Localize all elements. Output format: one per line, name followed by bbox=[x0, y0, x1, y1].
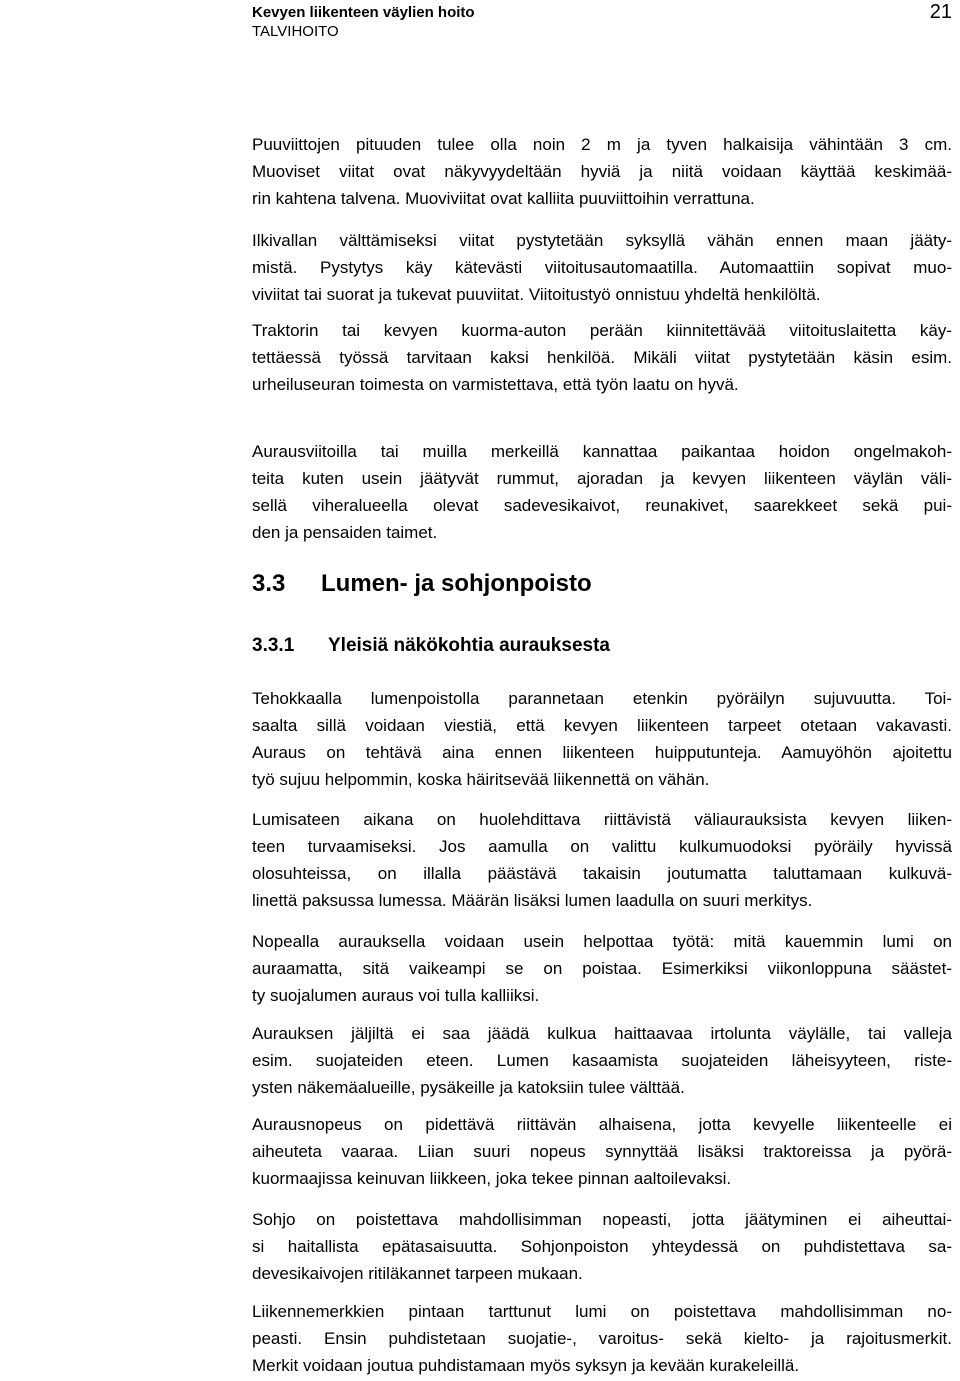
paragraph bbox=[252, 438, 952, 546]
text-line: Aurausnopeus on pidettävä riittävän alhaisena, jotta kevyelle liikenteelle ei bbox=[252, 1115, 952, 1134]
paragraph bbox=[252, 317, 952, 398]
text-line: mistä. Pystytys käy kätevästi viitoitusautomaatilla. Automaattiin sopivat muo- bbox=[252, 258, 952, 277]
text-line: si haitallista epätasaisuutta. Sohjonpoiston yhteydessä on puhdistettava sa- bbox=[252, 1237, 952, 1256]
text-line: devesikaivojen ritiläkannet tarpeen mukaan. bbox=[252, 1264, 583, 1283]
text-line: Tehokkaalla lumenpoistolla parannetaan etenkin pyöräilyn sujuvuutta. Toi- bbox=[252, 689, 952, 708]
paragraph bbox=[252, 1020, 952, 1101]
document-title: Kevyen liikenteen väylien hoito bbox=[252, 4, 475, 21]
paragraph bbox=[252, 1206, 952, 1287]
text-line: työ sujuu helpommin, koska häiritsevää liikennettä on vähän. bbox=[252, 770, 710, 789]
section-title: Lumen- ja sohjonpoisto bbox=[321, 570, 592, 597]
text-line: Muoviset viitat ovat näkyvyydeltään hyviä ja niitä voidaan käyttää keskimää- bbox=[252, 162, 952, 181]
text-line: sellä viheralueella olevat sadevesikaivot, reunakivet, saarekkeet sekä pui- bbox=[252, 496, 952, 515]
text-line: aiheuteta vaaraa. Liian suuri nopeus synnyttää lisäksi traktoreissa ja pyörä- bbox=[252, 1142, 952, 1161]
page-header bbox=[252, 0, 952, 50]
text-line: rin kahtena talvena. Muoviviitat ovat kalliita puuviittoihin verrattuna. bbox=[252, 189, 755, 208]
text-line: olosuhteissa, on illalla päästävä takaisin joutumatta taluttamaan kulkuvä- bbox=[252, 864, 952, 883]
text-line: Liikennemerkkien pintaan tarttunut lumi on poistettava mahdollisimman no- bbox=[252, 1302, 952, 1321]
text-line: Traktorin tai kevyen kuorma-auton perään kiinnitettävää viitoituslaitetta käy- bbox=[252, 321, 952, 340]
text-line: linettä paksussa lumessa. Määrän lisäksi lumen laadulla on suuri merkitys. bbox=[252, 891, 813, 910]
text-line: auraamatta, sitä vaikeampi se on poistaa. Esimerkiksi viikonloppuna säästet- bbox=[252, 959, 952, 978]
text-line: esim. suojateiden eteen. Lumen kasaamista suojateiden läheisyyteen, riste- bbox=[252, 1051, 952, 1070]
text-line: Puuviittojen pituuden tulee olla noin 2 m ja tyven halkaisija vähintään 3 cm. bbox=[252, 135, 952, 154]
text-line: Nopealla aurauksella voidaan usein helpottaa työtä: mitä kauemmin lumi on bbox=[252, 932, 952, 951]
text-line: Auraus on tehtävä aina ennen liikenteen huipputunteja. Aamuyöhön ajoitettu bbox=[252, 743, 952, 762]
paragraph bbox=[252, 928, 952, 1009]
text-line: tettäessä työssä tarvitaan kaksi henkilöä. Mikäli viitat pystytetään käsin esim. bbox=[252, 348, 952, 367]
text-line: kuormaajissa keinuvan liikkeen, joka tekee pinnan aaltoilevaksi. bbox=[252, 1169, 732, 1188]
text-line: peasti. Ensin puhdistetaan suojatie-, varoitus- sekä kielto- ja rajoitusmerkit. bbox=[252, 1329, 952, 1348]
text-line: teen turvaamiseksi. Jos aamulla on valittu kulkumuodoksi pyöräily hyvissä bbox=[252, 837, 952, 856]
text-line: ty suojalumen auraus voi tulla kalliiksi. bbox=[252, 986, 540, 1005]
subsection-number: 3.3.1 bbox=[252, 635, 295, 656]
text-line: ysten näkemäalueille, pysäkeille ja katoksiin tulee välttää. bbox=[252, 1078, 685, 1097]
section-number: 3.3 bbox=[252, 570, 286, 597]
text-line: Ilkivallan välttämiseksi viitat pystytetään syksyllä vähän ennen maan jääty- bbox=[252, 231, 952, 250]
text-line: teita kuten usein jäätyvät rummut, ajoradan ja kevyen liikenteen väylän väli- bbox=[252, 469, 952, 488]
paragraph bbox=[252, 1298, 952, 1379]
section-heading bbox=[252, 570, 592, 598]
paragraph bbox=[252, 131, 952, 212]
text-line: Aurauksen jäljiltä ei saa jäädä kulkua haittaavaa irtolunta väylälle, tai valleja bbox=[252, 1024, 952, 1043]
text-line: saalta sillä voidaan viestiä, että kevyen liikenteen tarpeet otetaan vakavasti. bbox=[252, 716, 952, 735]
paragraph bbox=[252, 685, 952, 793]
paragraph bbox=[252, 227, 952, 308]
subsection-heading bbox=[252, 635, 610, 657]
text-line: den ja pensaiden taimet. bbox=[252, 523, 438, 542]
page-number: 21 bbox=[929, 1, 952, 23]
paragraph bbox=[252, 1111, 952, 1192]
text-line: Lumisateen aikana on huolehdittava riittävistä väliaurauksista kevyen liiken- bbox=[252, 810, 952, 829]
paragraph bbox=[252, 806, 952, 914]
text-line: Aurausviitoilla tai muilla merkeillä kannattaa paikantaa hoidon ongelmakoh- bbox=[252, 442, 952, 461]
text-line: viviitat tai suorat ja tukevat puuviitat. Viitoitustyö onnistuu yhdeltä henkilöltä. bbox=[252, 285, 821, 304]
subsection-title: Yleisiä näkökohtia aurauksesta bbox=[328, 635, 610, 656]
text-line: Merkit voidaan joutua puhdistamaan myös syksyn ja kevään kurakeleillä. bbox=[252, 1356, 800, 1375]
text-line: urheiluseuran toimesta on varmistettava, että työn laatu on hyvä. bbox=[252, 375, 739, 394]
chapter-title: TALVIHOITO bbox=[252, 23, 339, 40]
text-line: Sohjo on poistettava mahdollisimman nopeasti, jotta jäätyminen ei aiheuttai- bbox=[252, 1210, 952, 1229]
